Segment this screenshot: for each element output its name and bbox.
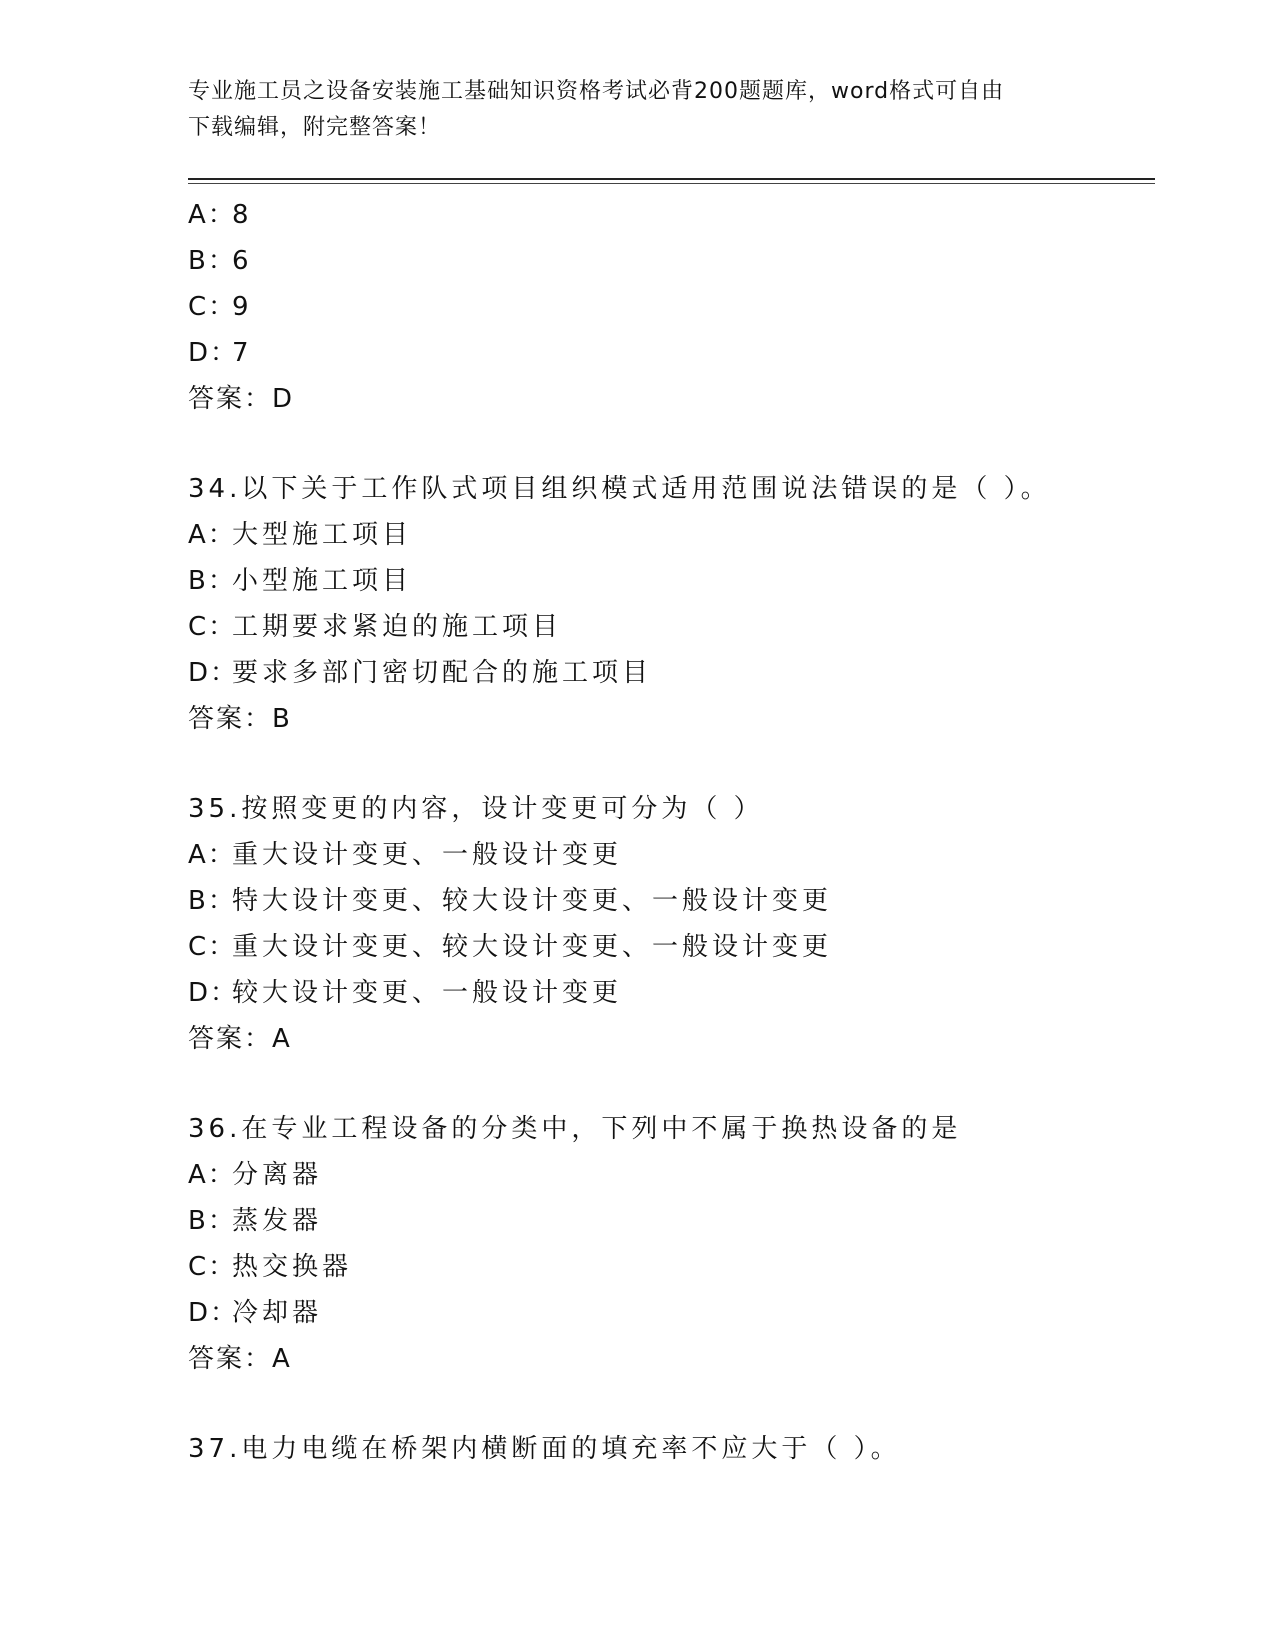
option-text: 重大设计变更、一般设计变更 [232, 840, 623, 870]
question-33-continued [188, 192, 1155, 422]
answer-value: B [272, 704, 292, 734]
option-text: 8 [232, 200, 253, 230]
answer-line [188, 1336, 1155, 1382]
option-text: 大型施工项目 [232, 520, 413, 550]
question-stem: 36.在专业工程设备的分类中，下列中不属于换热设备的是 [188, 1114, 962, 1144]
header-title-line-2: 下载编辑，附完整答案！ [188, 115, 442, 140]
question-list [188, 192, 1155, 1472]
option-c: C：9 [188, 292, 253, 322]
option-text: 热交换器 [232, 1252, 353, 1282]
option-b: B：小型施工项目 [188, 566, 413, 596]
option-text: 特大设计变更、较大设计变更、一般设计变更 [232, 886, 833, 916]
answer-line [188, 1016, 1155, 1062]
option-a: A：8 [188, 200, 253, 230]
question-35 [188, 786, 1155, 1062]
question-spacer [188, 1382, 1155, 1426]
header-divider-thick [188, 178, 1155, 180]
option-d: D：7 [188, 338, 253, 368]
answer-value: A [272, 1344, 292, 1374]
option-text: 蒸发器 [232, 1206, 323, 1236]
answer-line [188, 696, 1155, 742]
answer-line [188, 376, 1155, 422]
option-c: C：工期要求紧迫的施工项目 [188, 612, 563, 642]
answer-label: 答案： [188, 1344, 273, 1374]
question-stem: 37.电力电缆在桥架内横断面的填充率不应大于（ ）。 [188, 1434, 901, 1464]
document-header [188, 74, 1068, 146]
question-36 [188, 1106, 1155, 1382]
option-d: D：冷却器 [188, 1298, 323, 1328]
option-text: 6 [232, 246, 253, 276]
question-spacer [188, 422, 1155, 466]
header-title-line-1: 专业施工员之设备安装施工基础知识资格考试必背200题题库，word格式可自由 [188, 79, 1005, 104]
option-d: D：要求多部门密切配合的施工项目 [188, 658, 653, 688]
option-c: C：重大设计变更、较大设计变更、一般设计变更 [188, 932, 833, 962]
answer-value: D [272, 384, 295, 414]
option-a: A：分离器 [188, 1160, 323, 1190]
answer-label: 答案： [188, 384, 273, 414]
option-text: 较大设计变更、一般设计变更 [232, 978, 623, 1008]
option-text: 7 [232, 338, 253, 368]
question-34 [188, 466, 1155, 742]
answer-value: A [272, 1024, 292, 1054]
question-37 [188, 1426, 1155, 1472]
option-text: 小型施工项目 [232, 566, 413, 596]
question-spacer [188, 742, 1155, 786]
option-text: 分离器 [232, 1160, 323, 1190]
option-d: D：较大设计变更、一般设计变更 [188, 978, 623, 1008]
option-b: B：蒸发器 [188, 1206, 323, 1236]
option-text: 要求多部门密切配合的施工项目 [232, 658, 653, 688]
option-text: 冷却器 [232, 1298, 323, 1328]
question-spacer [188, 1062, 1155, 1106]
option-text: 重大设计变更、较大设计变更、一般设计变更 [232, 932, 833, 962]
option-text: 工期要求紧迫的施工项目 [232, 612, 563, 642]
option-a: A：大型施工项目 [188, 520, 413, 550]
option-c: C：热交换器 [188, 1252, 353, 1282]
answer-label: 答案： [188, 1024, 273, 1054]
option-b: B：特大设计变更、较大设计变更、一般设计变更 [188, 886, 833, 916]
answer-label: 答案： [188, 704, 273, 734]
option-text: 9 [232, 292, 253, 322]
header-divider-thin [188, 183, 1155, 184]
option-a: A：重大设计变更、一般设计变更 [188, 840, 623, 870]
option-b: B：6 [188, 246, 253, 276]
question-stem: 35.按照变更的内容，设计变更可分为（ ） [188, 794, 764, 824]
question-stem: 34.以下关于工作队式项目组织模式适用范围说法错误的是（ ）。 [188, 474, 1051, 504]
